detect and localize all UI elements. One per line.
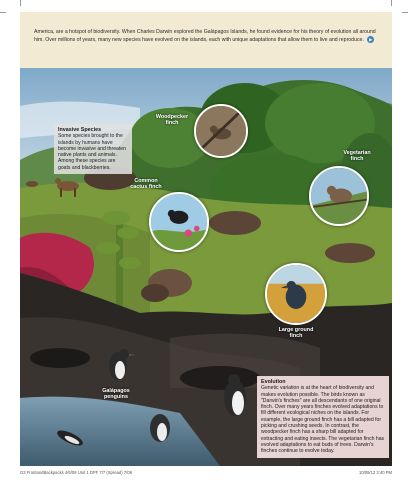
evolution-box	[257, 376, 389, 458]
large-ground-finch-label: Large ground finch	[278, 327, 314, 340]
evolution-text: Genetic variation is at the heart of biodiversity and makes evolution possible. The birds known as "Darwin's finches" are all descendants of one original finch. Over many years finches evolved adaptations to fill different ecological niches on the islands. For example, the large ground finch has a bill adapted for picking and crushing seeds. In contrast, the woodpecker finch has a sharp bill adapted for extracting and eating insects. The vegetarian finch has evolved adaptations to eat buds of trees. Darwin's finches continue to evolve today.	[261, 385, 385, 455]
cactus-finch-label: Common cactus finch	[130, 178, 162, 191]
evolution-heading: Evolution	[261, 379, 286, 385]
crop-mark	[391, 0, 392, 6]
woodpecker-finch-label: Woodpecker finch	[155, 114, 189, 127]
penguins-label: Galápagos penguins	[102, 388, 130, 401]
invasive-species-heading: Invasive Species	[58, 127, 102, 133]
invasive-species-text: Some species brought to the islands by humans have become invasive and threaten native plants and animals. Among these species are goats and blackberries.	[58, 133, 126, 171]
print-slug-right: 10/08/13 3:40 PM	[358, 470, 392, 475]
vegetarian-finch-label: Vegetarian finch	[343, 150, 371, 163]
crop-mark	[402, 12, 408, 13]
galapagos-illustration	[20, 68, 392, 466]
crop-mark	[0, 12, 6, 13]
vegetarian-finch-photo	[309, 166, 369, 226]
crop-mark	[20, 0, 21, 6]
cactus-finch-photo	[149, 192, 209, 252]
invasive-species-box	[54, 124, 132, 174]
intro-text: America, are a hotspot of biodiversity. When Charles Darwin explored the Galápagos Islands, he found evidence for his theory of evolution all around him. Over millions of years, many new species have evolved on the islands, each with unique adaptations that allow them to live and reproduce.	[34, 29, 376, 44]
print-slug	[20, 469, 392, 477]
intro-panel	[20, 12, 392, 68]
print-slug-left: G3 FrontandBackpacks 4/6/08 Unit 1 DPF 7/7 (Spread) 7/08	[20, 470, 132, 475]
large-ground-finch-photo	[265, 263, 327, 325]
play-audio-icon[interactable]: ▶	[369, 37, 373, 43]
woodpecker-finch-photo	[194, 104, 248, 158]
